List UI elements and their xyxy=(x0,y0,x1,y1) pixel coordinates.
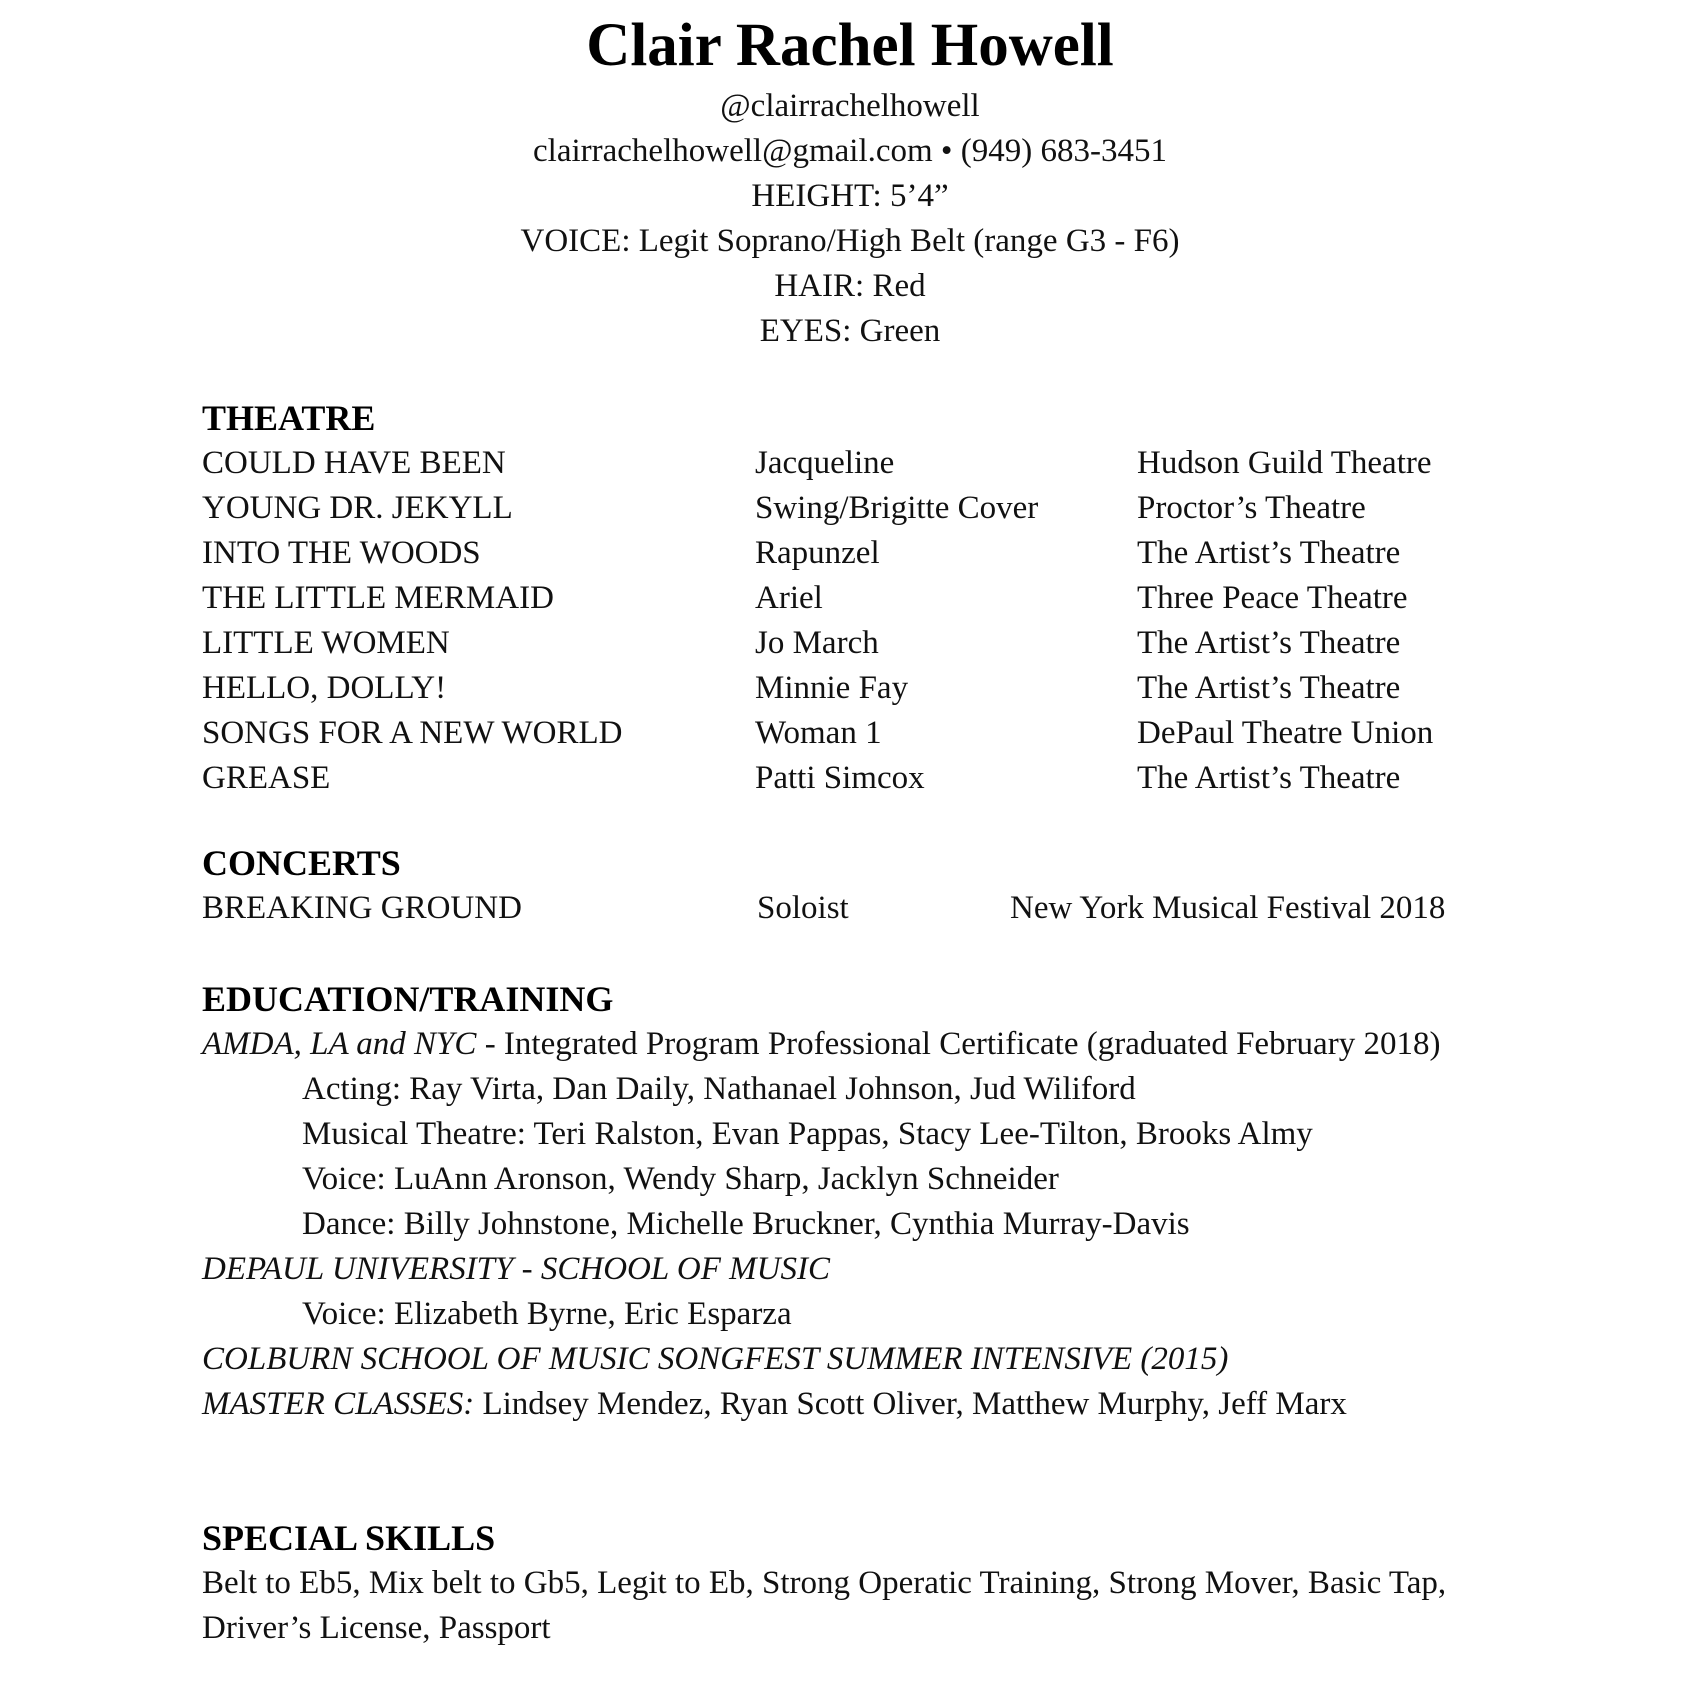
credit-role: Woman 1 xyxy=(755,715,882,751)
depaul-school: DEPAUL UNIVERSITY - SCHOOL OF MUSIC xyxy=(202,1251,830,1287)
credit-row xyxy=(202,576,1522,621)
master-classes xyxy=(202,1382,1502,1427)
credit-role: Minnie Fay xyxy=(755,670,909,706)
credit-row xyxy=(202,531,1522,576)
skills-section xyxy=(202,1515,1522,1651)
credit-row xyxy=(202,711,1522,756)
credit-venue: The Artist’s Theatre xyxy=(1137,535,1401,571)
master-classes-label: MASTER CLASSES: xyxy=(202,1386,475,1422)
depaul-voice: Voice: Elizabeth Byrne, Eric Esparza xyxy=(302,1296,792,1332)
education-heading: EDUCATION/TRAINING xyxy=(202,979,614,1019)
theatre-section xyxy=(202,395,1522,801)
credit-venue: Hudson Guild Theatre xyxy=(1137,445,1432,481)
amda-musical-theatre: Musical Theatre: Teri Ralston, Evan Pappas, Stacy Lee-Tilton, Brooks Almy xyxy=(302,1116,1313,1152)
education-section xyxy=(202,976,1502,1427)
eyes-stat: EYES: Green xyxy=(759,313,941,349)
skills-heading: SPECIAL SKILLS xyxy=(202,1518,496,1558)
amda-program: - Integrated Program Professional Certificate (graduated February 2018) xyxy=(476,1026,1441,1062)
hair-stat: HAIR: Red xyxy=(774,268,926,304)
concerts-heading: CONCERTS xyxy=(202,843,401,883)
theatre-heading: THEATRE xyxy=(202,398,376,438)
credit-role: Soloist xyxy=(757,890,849,926)
credit-venue: DePaul Theatre Union xyxy=(1137,715,1434,751)
voice-stat: VOICE: Legit Soprano/High Belt (range G3 - F6) xyxy=(520,223,1180,259)
credit-show: LITTLE WOMEN xyxy=(202,625,450,661)
theatre-credits xyxy=(202,441,1522,801)
amda-voice: Voice: LuAnn Aronson, Wendy Sharp, Jacklyn Schneider xyxy=(302,1161,1059,1197)
credit-show: HELLO, DOLLY! xyxy=(202,670,447,706)
amda-dance: Dance: Billy Johnstone, Michelle Bruckner, Cynthia Murray-Davis xyxy=(302,1206,1190,1242)
social-handle: @clairrachelhowell xyxy=(720,88,980,124)
credit-show: GREASE xyxy=(202,760,331,796)
height-stat: HEIGHT: 5’4” xyxy=(751,178,949,214)
amda-acting: Acting: Ray Virta, Dan Daily, Nathanael Johnson, Jud Wiliford xyxy=(302,1071,1136,1107)
credit-show: INTO THE WOODS xyxy=(202,535,481,571)
skills-text: Belt to Eb5, Mix belt to Gb5, Legit to Eb, Strong Operatic Training, Strong Mover, Basic Tap, Driver’s License, Passport xyxy=(202,1565,1447,1646)
credit-show: THE LITTLE MERMAID xyxy=(202,580,554,616)
credit-row xyxy=(202,621,1522,666)
master-classes-names: Lindsey Mendez, Ryan Scott Oliver, Matthew Murphy, Jeff Marx xyxy=(474,1386,1347,1422)
credit-role: Ariel xyxy=(755,580,823,616)
credit-role: Swing/Brigitte Cover xyxy=(755,490,1039,526)
credit-row xyxy=(202,886,1522,931)
credit-row xyxy=(202,756,1522,801)
credit-venue: The Artist’s Theatre xyxy=(1137,760,1401,796)
credit-role: Jo March xyxy=(755,625,879,661)
credit-venue: Three Peace Theatre xyxy=(1137,580,1408,616)
credit-row xyxy=(202,486,1522,531)
credit-show: COULD HAVE BEEN xyxy=(202,445,506,481)
concerts-section xyxy=(202,840,1522,931)
credit-venue: The Artist’s Theatre xyxy=(1137,670,1401,706)
credit-venue: The Artist’s Theatre xyxy=(1137,625,1401,661)
credit-row xyxy=(202,666,1522,711)
credit-show: YOUNG DR. JEKYLL xyxy=(202,490,513,526)
credit-role: Jacqueline xyxy=(755,445,895,481)
credit-show: SONGS FOR A NEW WORLD xyxy=(202,715,623,751)
credit-show: BREAKING GROUND xyxy=(202,890,522,926)
credit-venue: New York Musical Festival 2018 xyxy=(1010,890,1446,926)
performer-name: Clair Rachel Howell xyxy=(586,12,1114,79)
credit-row xyxy=(202,441,1522,486)
email-phone: clairrachelhowell@gmail.com • (949) 683-3451 xyxy=(533,133,1167,169)
credit-venue: Proctor’s Theatre xyxy=(1137,490,1366,526)
resume-header xyxy=(0,8,1700,354)
amda-entry xyxy=(202,1022,1502,1067)
credit-role: Rapunzel xyxy=(755,535,880,571)
credit-role: Patti Simcox xyxy=(755,760,925,796)
amda-school: AMDA, LA and NYC xyxy=(202,1026,477,1062)
colburn-intensive: COLBURN SCHOOL OF MUSIC SONGFEST SUMMER INTENSIVE (2015) xyxy=(202,1341,1229,1377)
